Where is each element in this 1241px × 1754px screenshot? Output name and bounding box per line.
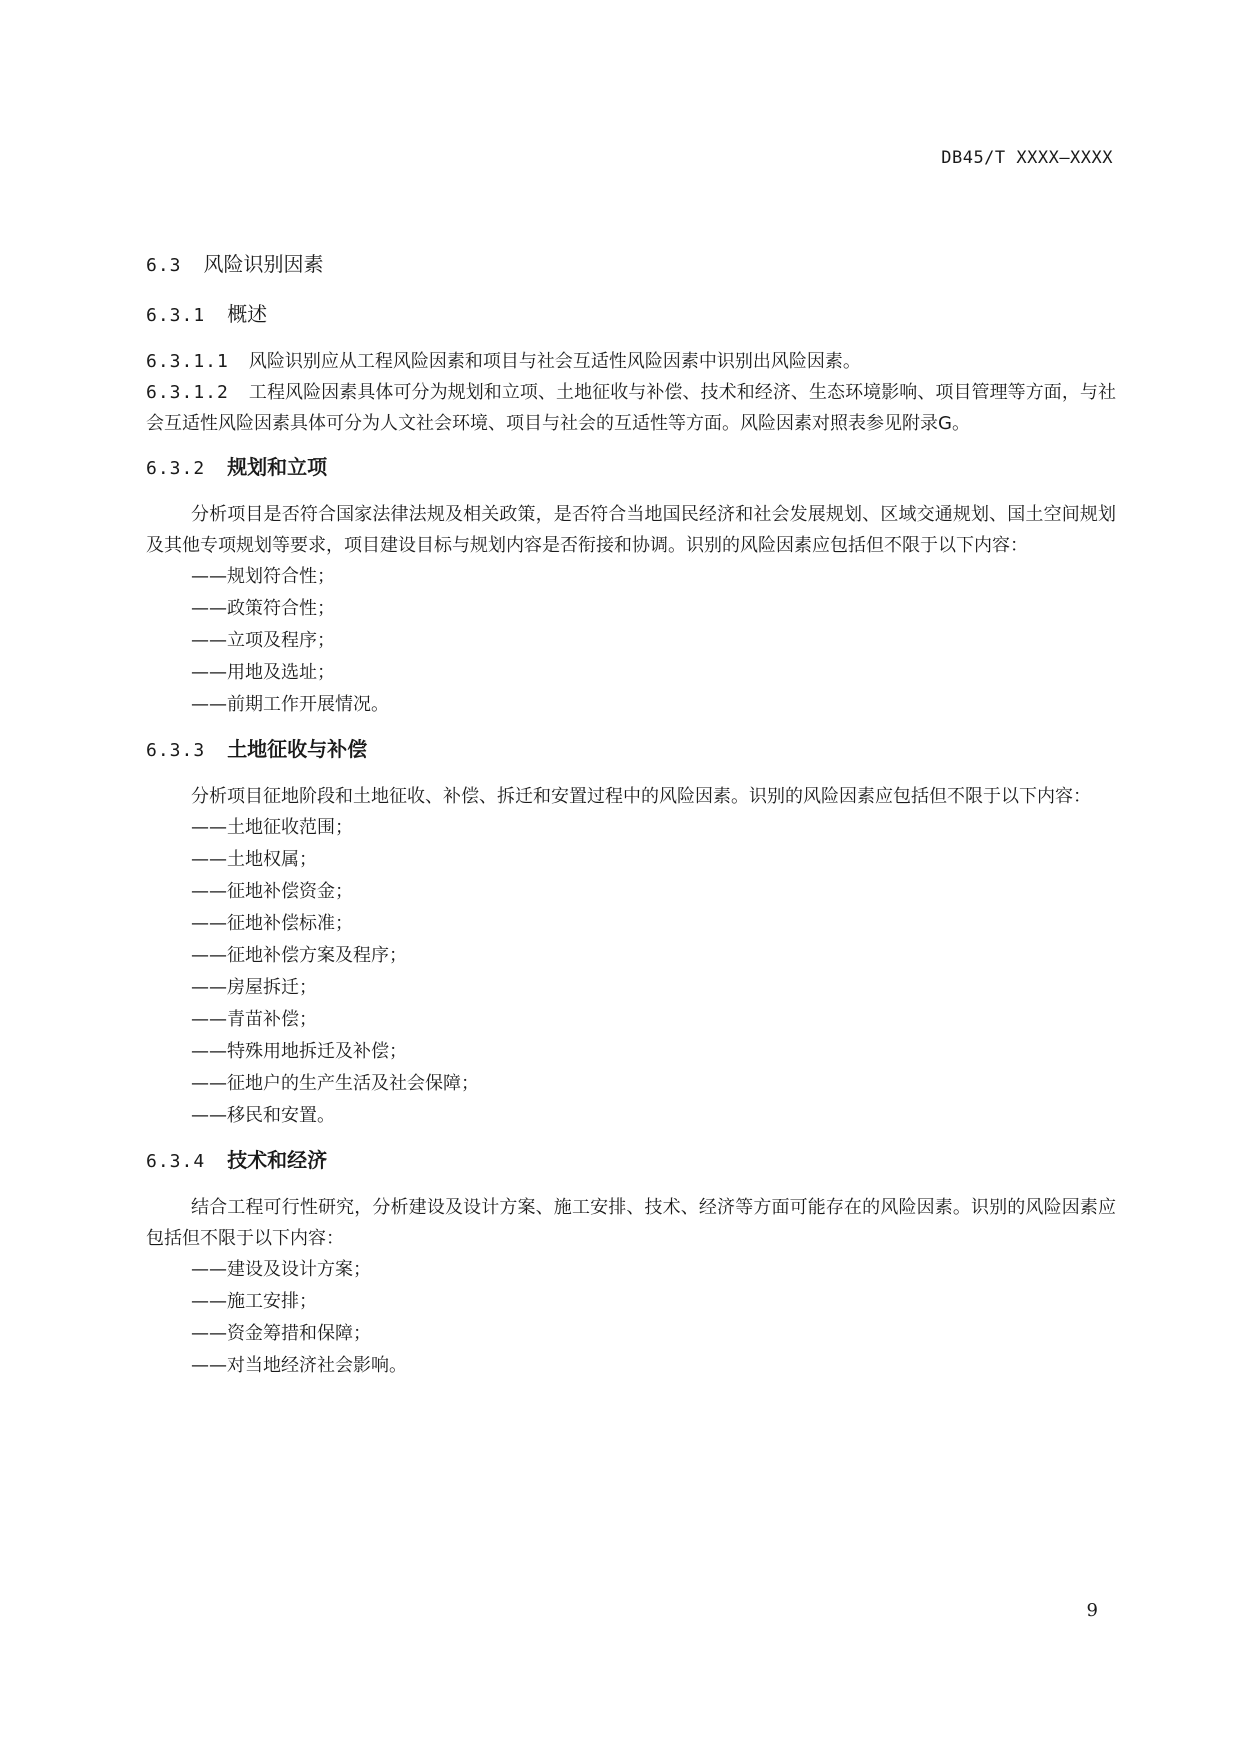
list-item: ——施工安排； xyxy=(191,1291,317,1312)
section-number: 6.3.1 xyxy=(146,305,206,326)
list-item: ——立项及程序； xyxy=(191,630,335,651)
list-item: ——政策符合性； xyxy=(191,598,335,619)
section-6-3-1-heading xyxy=(146,300,1116,330)
section-intro: 分析项目征地阶段和土地征收、补偿、拆迁和安置过程中的风险因素。识别的风险因素应包括但不限于以下内容： xyxy=(191,786,1091,807)
list-item: ——土地征收范围； xyxy=(191,817,353,838)
risk-factor-list xyxy=(146,561,1116,721)
list-item: ——征地户的生产生活及社会保障； xyxy=(191,1073,479,1094)
section-intro: 分析项目是否符合国家法律法规及相关政策，是否符合当地国民经济和社会发展规划、区域交通规划、国土空间规划及其他专项规划等要求，项目建设目标与规划内容是否衔接和协调。识别的风险因素应包括但不限于以下内容： xyxy=(146,504,1116,556)
list-item: ——特殊用地拆迁及补偿； xyxy=(191,1041,407,1062)
clause-number: 6.3.1.1 xyxy=(146,351,229,372)
list-item: ——用地及选址； xyxy=(191,662,335,683)
section-6-3-3-heading xyxy=(146,735,1116,765)
clause-6-3-1-2 xyxy=(146,377,1116,439)
section-number: 6.3 xyxy=(146,255,182,276)
list-item: ——征地补偿方案及程序； xyxy=(191,945,407,966)
section-number: 6.3.2 xyxy=(146,458,206,479)
list-item: ——对当地经济社会影响。 xyxy=(191,1355,407,1376)
clause-text: 风险识别应从工程风险因素和项目与社会互适性风险因素中识别出风险因素。 xyxy=(248,351,861,372)
section-6-3-4-heading xyxy=(146,1146,1116,1176)
list-item: ——建设及设计方案； xyxy=(191,1259,371,1280)
document-code: DB45/T XXXX—XXXX xyxy=(941,148,1113,168)
clause-text: 工程风险因素具体可分为规划和立项、土地征收与补偿、技术和经济、生态环境影响、项目管理等方面，与社会互适性风险因素具体可分为人文社会环境、项目与社会的互适性等方面。风险因素对照表参见附录G。 xyxy=(146,382,1116,434)
list-item: ——征地补偿资金； xyxy=(191,881,353,902)
section-number: 6.3.4 xyxy=(146,1151,206,1172)
section-title: 概述 xyxy=(227,302,268,326)
section-title: 规划和立项 xyxy=(227,455,328,479)
list-item: ——资金筹措和保障； xyxy=(191,1323,371,1344)
page-content xyxy=(146,250,1116,1382)
section-title: 技术和经济 xyxy=(227,1148,328,1172)
list-item: ——移民和安置。 xyxy=(191,1105,335,1126)
list-item: ——规划符合性； xyxy=(191,566,335,587)
section-6-3-heading xyxy=(146,250,1116,280)
section-6-3-2-heading xyxy=(146,453,1116,483)
section-number: 6.3.3 xyxy=(146,740,206,761)
clause-6-3-1-1 xyxy=(146,346,1116,377)
list-item: ——房屋拆迁； xyxy=(191,977,317,998)
list-item: ——前期工作开展情况。 xyxy=(191,694,389,715)
clause-number: 6.3.1.2 xyxy=(146,382,229,403)
list-item: ——土地权属； xyxy=(191,849,317,870)
risk-factor-list xyxy=(146,812,1116,1132)
risk-factor-list xyxy=(146,1254,1116,1382)
section-title: 土地征收与补偿 xyxy=(227,737,368,761)
list-item: ——征地补偿标准； xyxy=(191,913,353,934)
section-title: 风险识别因素 xyxy=(203,252,324,276)
section-intro: 结合工程可行性研究，分析建设及设计方案、施工安排、技术、经济等方面可能存在的风险因素。识别的风险因素应包括但不限于以下内容： xyxy=(146,1197,1116,1249)
list-item: ——青苗补偿； xyxy=(191,1009,317,1030)
page-number: 9 xyxy=(1086,1600,1098,1621)
